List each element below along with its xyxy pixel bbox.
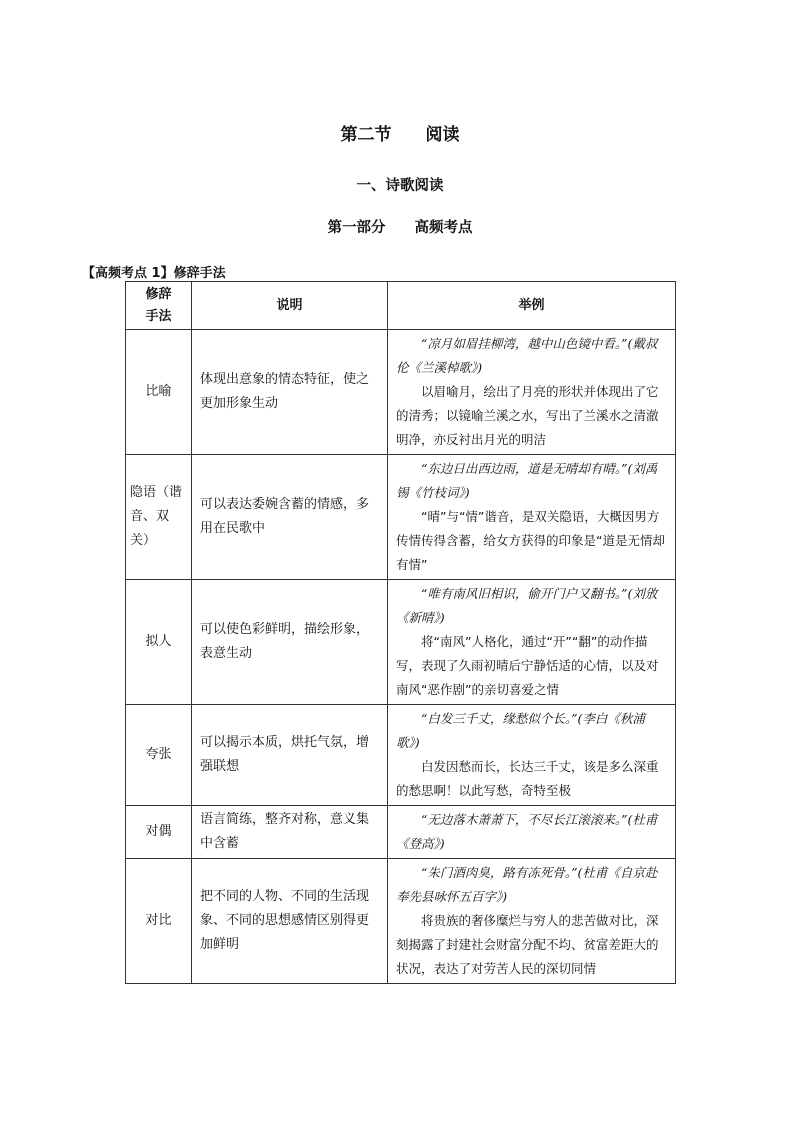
row-example <box>388 806 676 859</box>
rhetoric-table <box>125 281 676 984</box>
example-quote: “白发三千丈，缘愁似个长。”(李白《秋浦歌》) <box>396 711 645 750</box>
example-analysis: 白发因愁而长，长达三千丈，该是多么深重的愁思啊！以此写愁，奇特至极 <box>396 759 659 798</box>
row-example <box>388 330 676 455</box>
section-title: 第二节 阅读 <box>340 125 460 145</box>
example-analysis: 将“南风”人格化，通过“开”“翻”的动作描写，表现了久雨初晴后宁静恬适的心情，以及对南风“恶作剧”的亲切喜爱之情 <box>396 634 659 697</box>
subsection-title: 一、诗歌阅读 <box>356 178 444 194</box>
header-technique-line2: 手法 <box>145 308 172 324</box>
row-example <box>388 580 676 705</box>
header-technique <box>126 282 192 330</box>
row-description: 可以揭示本质，烘托气氛，增强联想 <box>192 705 388 806</box>
row-description: 可以使色彩鲜明，描绘形象，表意生动 <box>192 580 388 705</box>
table-header-row <box>126 282 676 330</box>
row-description: 可以表达委婉含蓄的情感，多用在民歌中 <box>192 455 388 580</box>
header-technique-line1: 修辞 <box>145 286 172 302</box>
row-term: 对比 <box>126 859 192 984</box>
table-row <box>126 330 676 455</box>
example-quote: “凉月如眉挂柳湾，越中山色镜中看。”(戴叔伦《兰溪棹歌》) <box>396 336 658 375</box>
row-description: 体现出意象的情态特征，使之更加形象生动 <box>192 330 388 455</box>
row-description: 把不同的人物、不同的生活现象、不同的思想感情区别得更加鲜明 <box>192 859 388 984</box>
example-analysis: 将贵族的奢侈糜烂与穷人的悲苦做对比，深刻揭露了封建社会财富分配不均、贫富差距大的状况，表达了对劳苦人民的深切同情 <box>396 913 659 976</box>
example-quote: “东边日出西边雨，道是无晴却有晴。”(刘禹锡《竹枝词》) <box>396 461 658 500</box>
table-row <box>126 859 676 984</box>
example-analysis: “晴”与“情”谐音，是双关隐语，大概因男方传情传得含蓄，给女方获得的印象是“道是无情却有情” <box>396 509 665 572</box>
table-row <box>126 806 676 859</box>
row-term: 拟人 <box>126 580 192 705</box>
example-quote: “朱门酒肉臭，路有冻死骨。”(杜甫《自京赴奉先县咏怀五百字》) <box>396 865 658 904</box>
row-example <box>388 859 676 984</box>
table-row <box>126 705 676 806</box>
row-term: 隐语（谐音、双关） <box>126 455 192 580</box>
row-example <box>388 455 676 580</box>
row-term: 比喻 <box>126 330 192 455</box>
header-description: 说明 <box>192 282 388 330</box>
row-description: 语言简练，整齐对称，意义集中含蓄 <box>192 806 388 859</box>
example-quote: “无边落木萧萧下，不尽长江滚滚来。”(杜甫《登高》) <box>396 812 658 851</box>
part-title: 第一部分 高频考点 <box>327 220 473 236</box>
header-example: 举例 <box>388 282 676 330</box>
topic-label: 【高频考点 1】修辞手法 <box>82 266 226 281</box>
table-row <box>126 455 676 580</box>
example-analysis: 以眉喻月，绘出了月亮的形状并体现出了它的清秀；以镜喻兰溪之水，写出了兰溪水之清澈明净，亦反衬出月光的明洁 <box>396 384 659 447</box>
table-row <box>126 580 676 705</box>
example-quote: “唯有南风旧相识，偷开门户又翻书。”(刘攽《新晴》) <box>396 586 658 625</box>
row-term: 夸张 <box>126 705 192 806</box>
row-example <box>388 705 676 806</box>
row-term: 对偶 <box>126 806 192 859</box>
